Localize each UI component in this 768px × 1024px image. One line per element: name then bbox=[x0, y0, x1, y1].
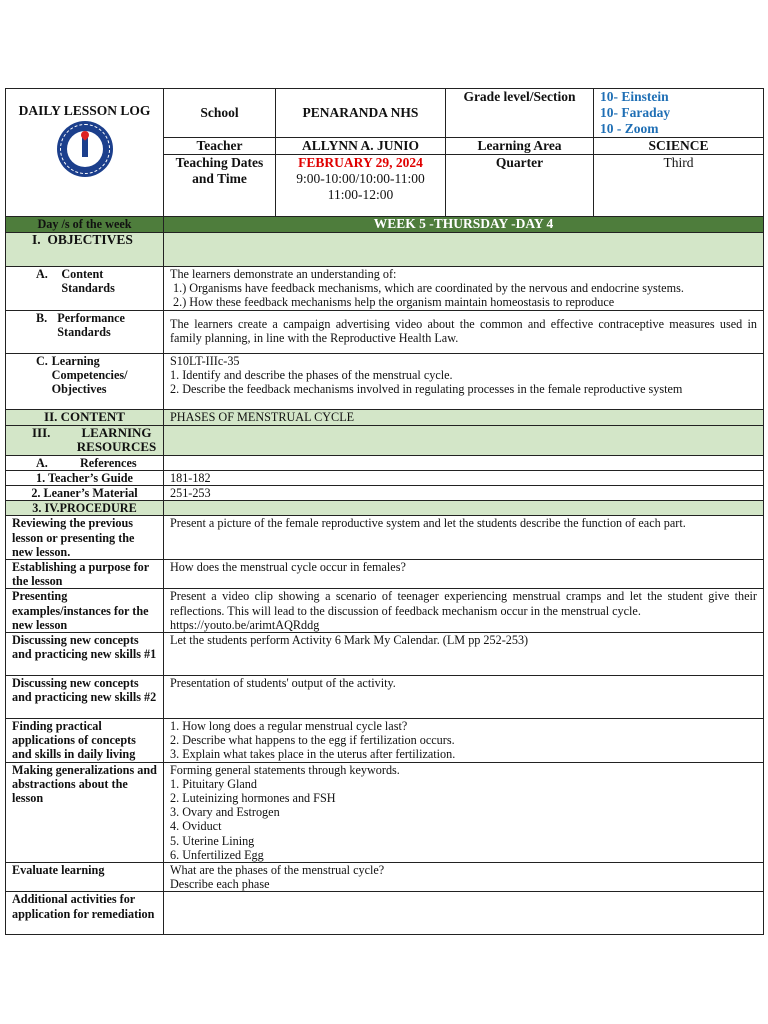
procedure-line: How does the menstrual cycle occur in females? bbox=[170, 560, 406, 575]
references-letter: A. bbox=[36, 455, 48, 470]
competencies-item: 1. Identify and describe the phases of the menstrual cycle. bbox=[170, 367, 453, 382]
deped-seal-icon bbox=[57, 121, 113, 177]
procedure-line: 2. Luteinizing hormones and FSH bbox=[170, 791, 336, 806]
performance-standards-letter: B. bbox=[36, 310, 48, 325]
teaching-time: 9:00-10:00/10:00-11:00 bbox=[296, 171, 425, 186]
procedure-label: Discussing new concepts and practicing new skills #1 bbox=[6, 633, 164, 676]
procedure-text bbox=[164, 892, 764, 935]
week-value: WEEK 5 -THURSDAY -DAY 4 bbox=[164, 217, 764, 233]
page-title: DAILY LESSON LOG bbox=[18, 103, 151, 118]
section-item: 10 - Zoom bbox=[600, 121, 659, 136]
objectives-title: OBJECTIVES bbox=[47, 232, 133, 247]
quarter-label: Quarter bbox=[446, 155, 594, 217]
objectives-heading bbox=[6, 233, 164, 267]
references-fill bbox=[164, 455, 764, 470]
content-standards-title: Content Standards bbox=[61, 267, 115, 296]
performance-standards-title: Performance Standards bbox=[57, 310, 125, 339]
school-name: PENARANDA NHS bbox=[276, 89, 446, 138]
procedure-line: 1. How long does a regular menstrual cycle last? bbox=[170, 719, 408, 734]
objectives-number: I. bbox=[32, 232, 41, 247]
content-standards-text bbox=[164, 267, 764, 311]
procedure-text bbox=[164, 762, 764, 862]
content-heading: II. CONTENT bbox=[6, 409, 164, 425]
procedure-label: Making generalizations and abstractions about the lesson bbox=[6, 762, 164, 862]
procedure-text bbox=[164, 633, 764, 676]
learning-area-label: Learning Area bbox=[446, 138, 594, 155]
procedure-line: Let the students perform Activity 6 Mark My Calendar. (LM pp 252-253) bbox=[170, 633, 529, 648]
teacher-name: ALLYNN A. JUNIO bbox=[276, 138, 446, 155]
resources-heading-fill bbox=[164, 425, 764, 455]
procedure-label: Presenting examples/instances for the new lesson bbox=[6, 589, 164, 633]
procedure-text bbox=[164, 863, 764, 892]
objectives-heading-fill bbox=[164, 233, 764, 267]
lesson-log-table bbox=[5, 88, 764, 935]
teaching-date: FEBRUARY 29, 2024 bbox=[298, 155, 423, 170]
procedure-heading: 3. IV.PROCEDURE bbox=[6, 501, 164, 516]
learners-material-label: 2. Leaner’s Material bbox=[6, 486, 164, 501]
procedure-text bbox=[164, 560, 764, 589]
procedure-line: 3. Ovary and Estrogen bbox=[170, 805, 280, 820]
content-standards-item: 1.) Organisms have feedback mechanisms, which are coordinated by the nervous and endocrine systems. bbox=[170, 281, 684, 296]
content-standards-label bbox=[6, 267, 164, 311]
procedure-line: Present a video clip showing a scenario of teenager experiencing menstrual cramps and let the student give their reflections. This will lead to the discussion of feedback mechanism occur in the menstrual cycle. bbox=[170, 589, 757, 618]
procedure-line: What are the phases of the menstrual cycle? bbox=[170, 863, 385, 878]
procedure-line: Present a picture of the female reproductive system and let the students describe the function of each part. bbox=[170, 516, 686, 531]
competencies-code: S10LT-IIIc-35 bbox=[170, 353, 240, 368]
grade-label: Grade level/Section bbox=[446, 89, 594, 138]
procedure-text bbox=[164, 516, 764, 560]
teachers-guide-value: 181-182 bbox=[164, 470, 764, 485]
quarter-value: Third bbox=[594, 155, 764, 217]
school-label: School bbox=[164, 89, 276, 138]
section-item: 10- Einstein bbox=[600, 89, 669, 104]
content-standards-intro: The learners demonstrate an understanding of: bbox=[170, 267, 397, 281]
procedure-label: Evaluate learning bbox=[6, 863, 164, 892]
procedure-label: Establishing a purpose for the lesson bbox=[6, 560, 164, 589]
teacher-label: Teacher bbox=[164, 138, 276, 155]
procedure-label: Reviewing the previous lesson or presenting the new lesson. bbox=[6, 516, 164, 560]
resources-heading bbox=[6, 425, 164, 455]
competencies-item: 2. Describe the feedback mechanisms involved in regulating processes in the female reproductive system bbox=[170, 382, 683, 397]
teaching-time: 11:00-12:00 bbox=[327, 187, 394, 202]
procedure-label: Additional activities for application for remediation bbox=[6, 892, 164, 935]
references-label bbox=[6, 455, 164, 470]
procedure-line: 3. Explain what takes place in the uterus after fertilization. bbox=[170, 747, 456, 762]
dates-label: Teaching Dates and Time bbox=[164, 155, 276, 217]
dates-cell bbox=[276, 155, 446, 217]
procedure-line: 1. Pituitary Gland bbox=[170, 776, 257, 791]
content-value: PHASES OF MENSTRUAL CYCLE bbox=[164, 409, 764, 425]
competencies-title: Learning Competencies/ Objectives bbox=[51, 353, 128, 397]
procedure-text bbox=[164, 676, 764, 719]
references-title: References bbox=[80, 455, 137, 470]
sections-cell bbox=[594, 89, 764, 138]
procedure-line: 4. Oviduct bbox=[170, 819, 222, 834]
performance-standards-text: The learners create a campaign advertising video about the common and effective contraceptive measures used in family planning, in line with the Reproductive Health Law. bbox=[164, 310, 764, 353]
procedure-line: Describe each phase bbox=[170, 877, 270, 892]
competencies-label bbox=[6, 353, 164, 409]
competencies-text bbox=[164, 353, 764, 409]
teachers-guide-label: 1. Teacher’s Guide bbox=[6, 470, 164, 485]
procedure-text bbox=[164, 719, 764, 763]
content-standards-letter: A. bbox=[36, 267, 48, 281]
day-of-week-label: Day /s of the week bbox=[6, 217, 164, 233]
performance-standards-label bbox=[6, 310, 164, 353]
section-item: 10- Faraday bbox=[600, 105, 671, 120]
procedure-line: Forming general statements through keywords. bbox=[170, 762, 400, 777]
procedure-heading-fill bbox=[164, 501, 764, 516]
resources-number: III. bbox=[32, 424, 51, 440]
procedure-label: Finding practical applications of concepts and skills in daily living bbox=[6, 719, 164, 763]
video-link[interactable]: https://youto.be/arimtAQRddg bbox=[170, 617, 320, 632]
lesson-log-page bbox=[5, 88, 763, 935]
procedure-line: 5. Uterine Lining bbox=[170, 833, 255, 848]
competencies-letter: C. bbox=[36, 353, 48, 368]
resources-title: LEARNING RESOURCES bbox=[76, 424, 157, 454]
content-standards-item: 2.) How these feedback mechanisms help the organism maintain homeostasis to reproduce bbox=[170, 295, 615, 310]
procedure-line: Presentation of students' output of the activity. bbox=[170, 676, 396, 691]
header-title-cell bbox=[6, 89, 164, 217]
learning-area-value: SCIENCE bbox=[594, 138, 764, 155]
procedure-line: 2. Describe what happens to the egg if fertilization occurs. bbox=[170, 733, 455, 748]
procedure-text bbox=[164, 589, 764, 633]
procedure-line: 6. Unfertilized Egg bbox=[170, 847, 264, 862]
procedure-label: Discussing new concepts and practicing new skills #2 bbox=[6, 676, 164, 719]
learners-material-value: 251-253 bbox=[164, 486, 764, 501]
